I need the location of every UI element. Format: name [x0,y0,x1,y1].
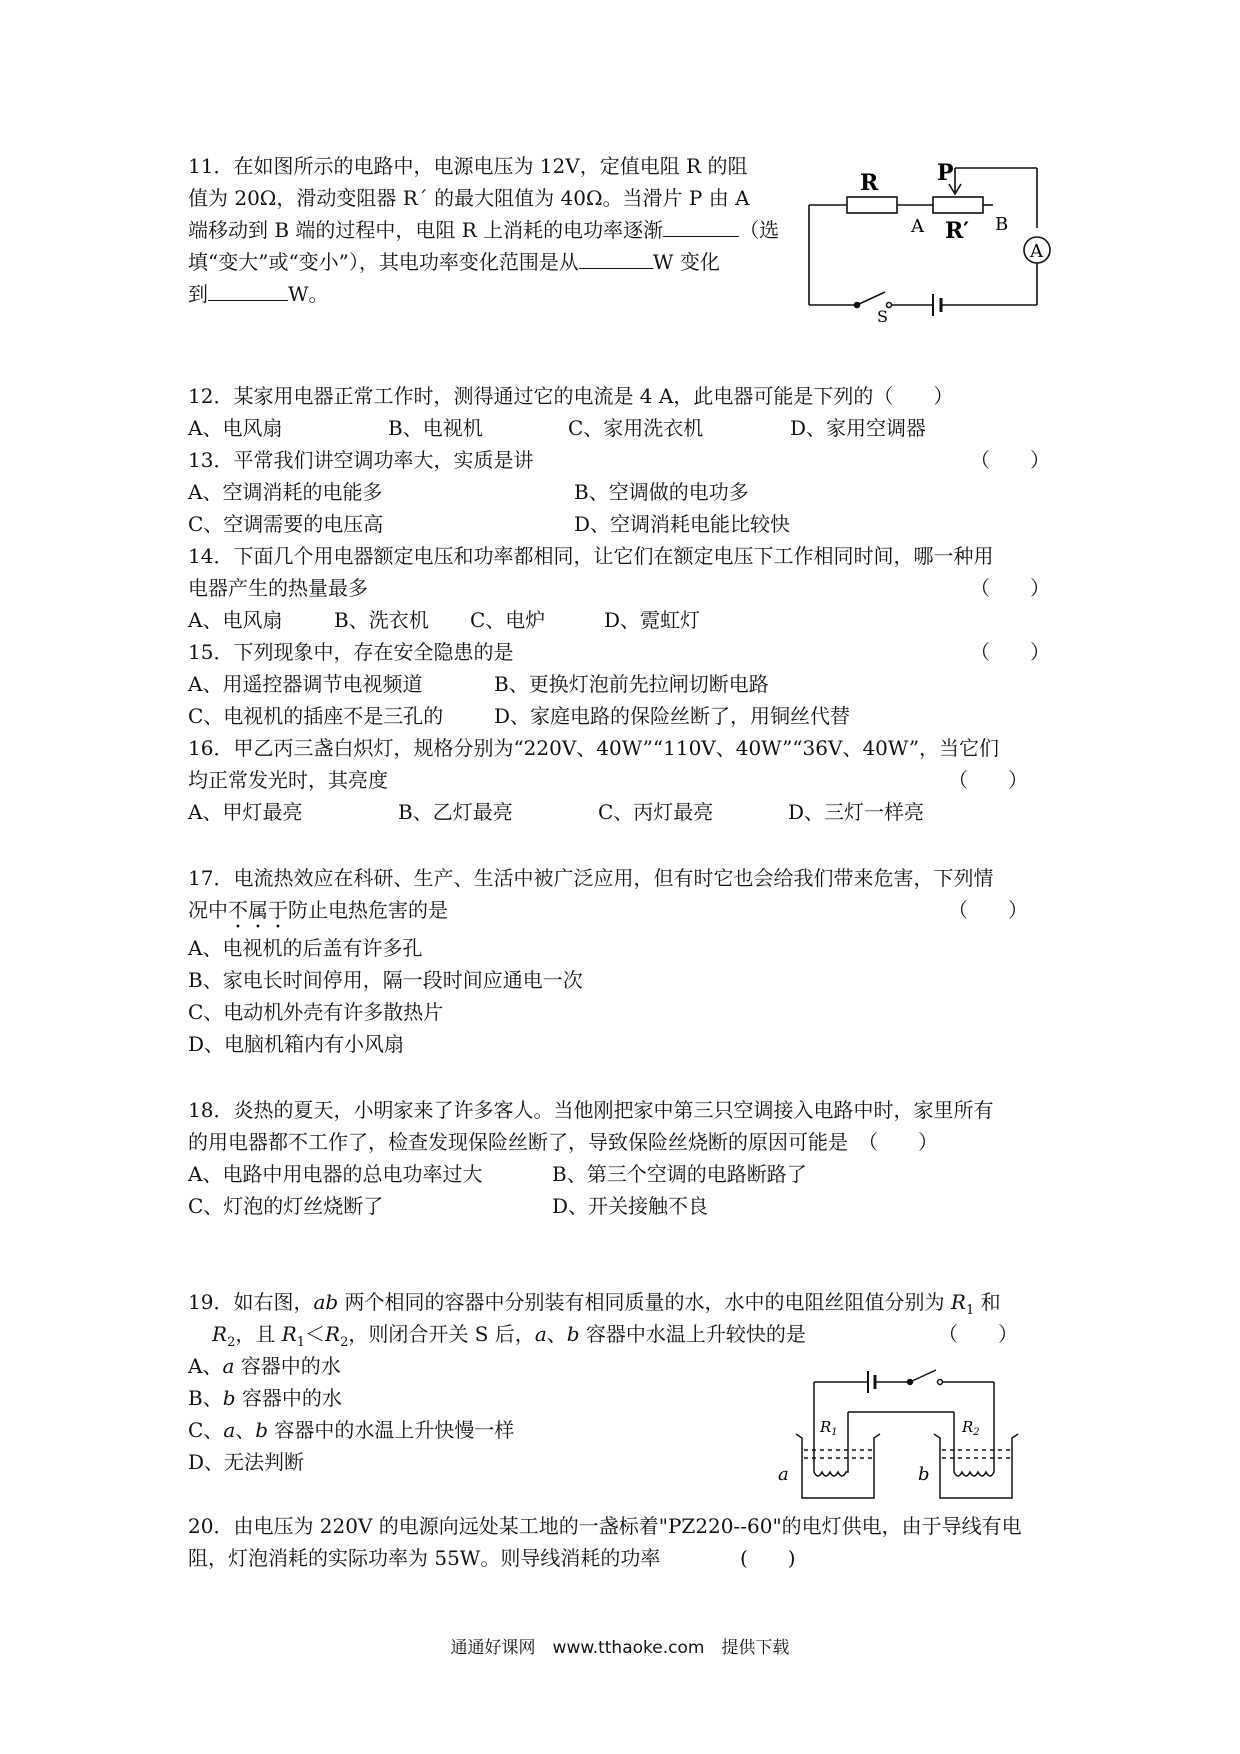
q19-r2: R [212,1322,228,1346]
q19-b3: 容器中的水 [235,1386,342,1410]
q19-a3: 容器中的水 [234,1354,341,1378]
label-r: R [860,170,879,196]
q11-line3-text: 端移动到 B 端的过程中，电阻 R 上消耗的电功率逐渐 [188,218,664,242]
q16-option-d: D、三灯一样亮 [788,800,925,824]
q19-l1a: 19．如右图， [188,1290,314,1314]
q15-option-d: D、家庭电路的保险丝断了，用铜丝代替 [494,704,851,728]
q19-c4: b [255,1418,269,1442]
q11-line4-text: 填“变大”或“变小”），其电功率变化范围是从 [188,250,579,274]
q11-line5 [188,280,329,308]
q13-option-a: A、空调消耗的电能多 [188,480,383,504]
q17-line2 [188,896,448,933]
q19-r1-sub: 1 [965,1303,975,1318]
label-b-end: B [995,214,1009,235]
q14-answer-paren: （ ） [970,576,1050,600]
q13-option-d: D、空调消耗电能比较快 [574,512,791,536]
label-ammeter: A [1030,241,1043,262]
q18-option-b: B、第三个空调的电路断路了 [552,1162,807,1186]
q19-l2b: ，且 [235,1322,282,1346]
q16-option-c: C、丙灯最亮 [598,800,714,824]
q19-r2-sub: 2 [227,1335,236,1350]
q19-l2f: R [325,1322,341,1346]
q11-line4-end: W 变化 [652,250,720,274]
q12-stem: 12．某家用电器正常工作时，测得通过它的电流是 4 A，此电器可能是下列的（ ） [188,384,954,408]
label-r-prime: R′ [945,218,970,244]
q17-option-d: D、电脑机箱内有小风扇 [188,1032,405,1056]
beaker-b [934,1434,1018,1498]
q14-line2: 电器产生的热量最多 [188,576,368,600]
q11-line3 [188,216,779,244]
q17-line1: 17．电流热效应在科研、生产、生活中被广泛应用，但有时它也会给我们带来危害，下列情 [188,866,994,890]
label-r2: $R_2$ [962,1418,980,1438]
q11-line1: 11．在如图所示的电路中，电源电压为 12V，定值电阻 R 的阻 [188,154,748,178]
q20-line2: 阻，灯泡消耗的实际功率为 55W。则导线消耗的功率 [188,1546,661,1570]
q19-c2: a [223,1418,236,1442]
q19-r1: R [950,1290,966,1314]
q19-c1: C、 [188,1418,224,1442]
beaker-a [796,1434,880,1498]
q19-l2c: R [281,1322,297,1346]
q19-l2e: ＜ [305,1322,326,1346]
q14-option-d: D、霓虹灯 [604,608,701,632]
q15-option-a: A、用遥控器调节电视频道 [188,672,423,696]
q11-line5-text: 到 [188,282,208,306]
q11-blank-1 [663,216,739,237]
label-p: P [937,160,954,186]
q17-option-a: A、电视机的后盖有许多孔 [188,936,423,960]
q18-line1: 18．炎热的夏天，小明家来了许多客人。当他刚把家中第三只空调接入电路中时，家里所有 [188,1098,994,1122]
q13-option-b: B、空调做的电功多 [574,480,749,504]
q19-l2j: 、 [546,1322,567,1346]
q15-option-b: B、更换灯泡前先拉闸切断电路 [494,672,769,696]
q16-line2: 均正常发光时，其亮度 [188,768,388,792]
q17-answer-paren: （ ） [948,898,1028,922]
q14-option-b: B、洗衣机 [334,608,429,632]
q19-l2h: ，则闭合开关 S 后， [348,1322,535,1346]
rheostat-r-prime [933,197,983,213]
q14-option-c: C、电炉 [470,608,546,632]
page-footer: 通通好课网 www.tthaoke.com 提供下载 [450,1638,790,1658]
q11-line4 [188,248,720,276]
q11-circuit-diagram [805,160,1065,330]
q12-option-c: C、家用洗衣机 [568,416,704,440]
q14-option-a: A、电风扇 [188,608,283,632]
q19-l2d: 1 [296,1335,306,1350]
q19-b2: b [222,1386,236,1410]
q19-l2g: 2 [340,1335,349,1350]
q19-a1: A、 [188,1354,223,1378]
q11-line3-end: （选 [739,218,780,242]
q19-b1: B、 [188,1386,223,1410]
q12-option-a: A、电风扇 [188,416,283,440]
q13-stem: 13．平常我们讲空调功率大，实质是讲 [188,448,534,472]
q19-beaker-circuit-diagram [778,1368,1028,1508]
q19-option-c [188,1416,514,1444]
q19-l2l: 容器中水温上升较快的是 [579,1322,806,1346]
q20-line1: 20．由电压为 220V 的电源向远处某工地的一盏标着"PZ220--60"的电灯供电，由于导线有电 [188,1514,1022,1538]
q11-line2: 值为 20Ω，滑动变阻器 R´ 的最大阻值为 40Ω。当滑片 P 由 A [188,186,750,210]
q19-option-d: D、无法判断 [188,1450,305,1474]
q16-line1: 16．甲乙丙三盏白炽灯，规格分别为“220V、40W”“110V、40W”“36V、40W”，当它们 [188,736,1000,760]
q19-a2: a [222,1354,235,1378]
q12-option-b: B、电视机 [388,416,483,440]
label-r1: $R_1$ [820,1418,838,1438]
q16-option-a: A、甲灯最亮 [188,800,303,824]
q19-c5: 容器中的水温上升快慢一样 [268,1418,515,1442]
q19-option-b [188,1384,342,1412]
q17-line2-start: 况中 [188,898,228,922]
q17-option-b: B、家电长时间停用，隔一段时间应通电一次 [188,968,583,992]
q19-l1c: 和 [974,1290,1001,1314]
q13-answer-paren: （ ） [970,448,1050,472]
q11-line5-end: W。 [288,282,329,306]
q19-l2k: b [566,1322,580,1346]
resistor-r [847,197,897,213]
q17-option-c: C、电动机外壳有许多散热片 [188,1000,444,1024]
q11-blank-3 [208,280,288,301]
q19-ab: ab [313,1290,339,1314]
q18-option-d: D、开关接触不良 [552,1194,709,1218]
q12-option-d: D、家用空调器 [790,416,927,440]
label-b: b [918,1464,930,1485]
q19-l1b: 两个相同的容器中分别装有相同质量的水，水中的电阻丝阻值分别为 [338,1290,951,1314]
q15-stem: 15．下列现象中，存在安全隐患的是 [188,640,514,664]
q18-option-a: A、电路中用电器的总电功率过大 [188,1162,483,1186]
label-a-end: A [911,216,924,237]
q13-option-c: C、空调需要的电压高 [188,512,384,536]
q18-line2: 的用电器都不工作了，检查发现保险丝断了，导致保险丝烧断的原因可能是 （ ） [188,1130,938,1154]
q18-option-c: C、灯泡的灯丝烧断了 [188,1194,384,1218]
q15-answer-paren: （ ） [970,640,1050,664]
label-switch: S [877,307,888,326]
q19-answer-paren: （ ） [938,1322,1018,1346]
q20-answer-paren: ( ) [740,1546,796,1570]
label-a: a [778,1464,789,1485]
q19-c3: 、 [235,1418,256,1442]
q17-emphasis-not: 不属于 [228,898,288,922]
q14-line1: 14．下面几个用电器额定电压和功率都相同，让它们在额定电压下工作相同时间，哪一种用 [188,544,994,568]
q19-l2i: a [534,1322,547,1346]
q16-answer-paren: （ ） [948,768,1028,792]
q15-option-c: C、电视机的插座不是三孔的 [188,704,444,728]
q11-blank-2 [579,248,653,269]
q19-option-a [188,1352,341,1380]
q16-option-b: B、乙灯最亮 [398,800,513,824]
q17-line2-end: 防止电热危害的是 [288,898,448,922]
